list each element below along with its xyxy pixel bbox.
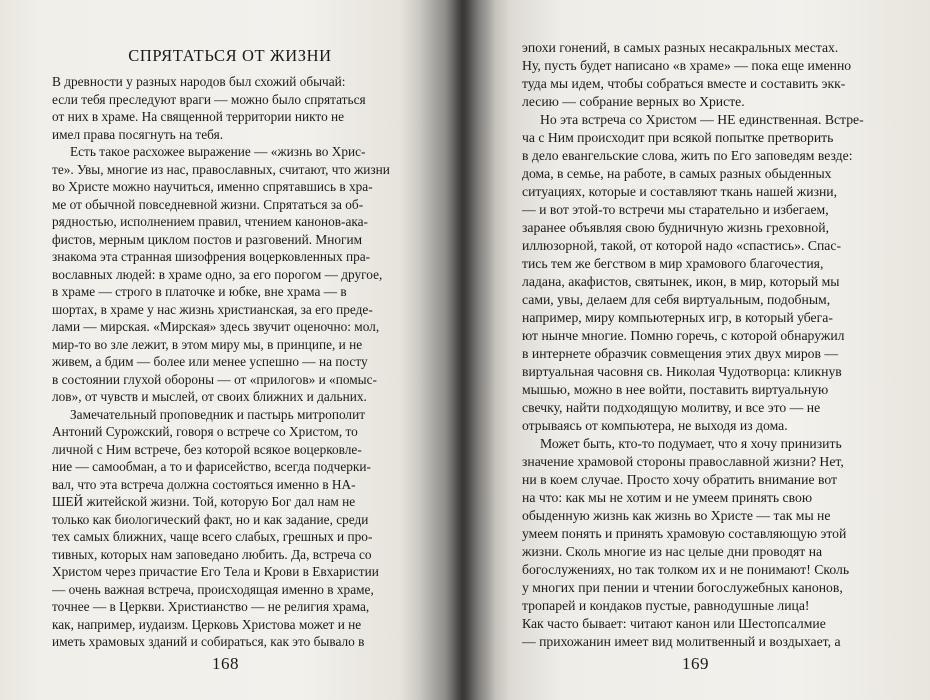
text-line: ни в коем случае. Просто хочу обратить внимание вот [522,472,837,487]
text-line: виртуальная часовня св. Николая Чудотворца: кликнув [522,364,842,379]
text-line: тех самых ближних, чаще всего слабых, грешных и про- [52,529,373,545]
page-number-left: 168 [212,654,239,673]
text-line: свечку, найти подходящую молитву, и все это — не [522,400,821,415]
book-gutter-shadow [420,0,510,700]
text-line: иметь храмовых зданий и собираться, как это бывало в [52,634,365,650]
chapter-title: СПРЯТАТЬСЯ ОТ ЖИЗНИ [128,46,332,65]
text-line: В древности у разных народов был схожий обычай: [52,74,346,89]
text-line: — прихожанин имеет вид молитвенный и воздыхает, а [522,634,841,649]
text-line: тись тем же бегством в мир храмового благочестия, [522,256,824,271]
text-line: у многих при пении и чтении богослужебных канонов, [522,580,843,595]
text-line: значение храмовой стороны православной жизни? Нет, [522,454,844,469]
text-line: дома, в семье, на работе, в самых разных обыденных [522,166,832,181]
text-line: тивных, которых нам заповедано любить. Да, встреча со [52,546,372,562]
text-line: ШЕЙ житейской жизни. Той, которую Бог дал нам не [52,494,356,510]
text-line: иллюзорной, такой, от которой надо «спастись». Спас- [522,238,842,253]
text-line: ча с Ним происходит при всякой попытке претворить [522,130,834,145]
text-line: ние — самообман, а то и фарисейство, всегда подчерки- [52,459,371,475]
text-line: во Христе можно научиться, именно спрятавшись в хра- [52,179,373,195]
text-line: знакома эта странная шизофрения воцерковленных пра- [52,249,371,265]
text-line: от них в храме. На священной территории никто не [52,109,345,125]
text-line: в храме — строго в платочке и юбке, вне храма — в [52,284,347,300]
text-line: Может быть, кто-то подумает, что я хочу принизить [540,436,842,451]
text-line: — и вот этой-то встречи мы старательно и избегаем, [522,202,829,217]
text-line: Ну, пусть будет написано «в храме» — пока еще именно [522,58,852,73]
right-page [522,0,884,700]
text-line: жизни. Сколь многие из нас целые дни проводят на [522,544,823,559]
text-line: ладана, акафистов, святынек, икон, в мир, который мы [522,274,840,289]
text-line: обыденную жизнь как жизнь во Христе — так мы не [522,508,831,523]
text-line: отрываясь от компьютера, не выходя из дома. [522,418,788,433]
text-line: точнее — в Церкви. Христианство — не религия храма, [52,599,370,615]
text-line: вославных людей: в храме одно, за его порогом — другое, [52,266,383,282]
text-line: ситуациях, которые и составляют ткань нашей жизни, [522,184,838,199]
text-line: личной с Ним встрече, без которой всякое воцерковле- [52,441,362,457]
page-number-right: 169 [682,654,709,673]
text-line: туда мы идем, чтобы собраться вместе и составить экк- [522,76,846,91]
text-line: тропарей и кондаков пустые, равнодушные лица! [522,598,810,613]
text-line: те». Увы, многие из нас, православных, считают, что жизни [52,161,390,177]
text-line: лов», от чувств и мыслей, от своих ближних и дальних. [52,389,367,405]
text-line: — очень важная встреча, происходящая именно в храме, [52,581,374,597]
text-line: имел права посягнуть на тебя. [52,126,224,142]
text-line: рядностью, исполнением правил, чтением канонов-ака- [52,214,368,230]
text-line: эпохи гонений, в самых разных несакральных местах. [522,40,839,55]
text-line: лами — мирская. «Мирская» здесь звучит оценочно: мол, [52,319,380,335]
text-line: в дело евангельские слова, жить по Его заповедям везде: [522,148,853,163]
text-line: на что: как мы не хотим и не умеем принять свою [522,490,813,505]
text-line: например, миру компьютерных игр, в который убега- [522,310,833,325]
text-line: богослужениях, но так толком их и не понимают! Сколь [522,562,850,577]
text-line: только как биологический факт, но и как задание, среди [52,511,369,527]
text-line: мир-то во зле лежит, в этом миру мы, в принципе, и не [52,336,363,352]
text-line: ме от обычной повседневной жизни. Спрятаться за об- [52,196,364,212]
left-page [52,0,408,700]
text-line: ют нынче многие. Помню горечь, с которой обнаружил [522,328,845,343]
text-line: сами, увы, делаем для себя виртуальным, подобным, [522,292,831,307]
text-line: Замечательный проповедник и пастырь митрополит [70,406,366,422]
text-line: если тебя преследуют враги — можно было спрятаться [52,91,366,107]
text-line: Как часто бывает: читают канон или Шестопсалмие [522,616,826,631]
text-line: заранее объявляя свою будничную жизнь греховной, [522,220,830,235]
text-line: умеем понять и принять храмовую составляющую этой [522,526,847,541]
text-line: лесию — собрание верных во Христе. [522,94,745,109]
text-line: шортах, в храме у нас жизнь христианская, за его преде- [52,301,373,317]
text-line: фистов, мерным циклом постов и разговений. Многим [52,231,362,247]
text-line: Но эта встреча со Христом — НЕ единственная. Встре- [540,112,864,127]
text-line: в интернете образчик совмещения этих двух миров — [522,346,839,361]
text-line: живем, а бдим — более или менее успешно — на посту [52,354,368,370]
text-line: Антоний Сурожский, говоря о встрече со Христом, то [52,424,358,440]
text-line: как, например, иудаизм. Церковь Христова может и не [52,616,362,632]
text-line: вал, что эта встреча должна состояться именно в НА- [52,476,356,492]
text-line: Есть такое расхожее выражение — «жизнь во Хрис- [70,144,366,160]
text-line: мышью, можно в нее войти, поставить виртуальную [522,382,829,397]
text-line: в состоянии глухой обороны — от «прилогов» и «помыс- [52,371,377,387]
text-line: Христом через причастие Его Тела и Крови в Евхаристии [52,564,379,580]
